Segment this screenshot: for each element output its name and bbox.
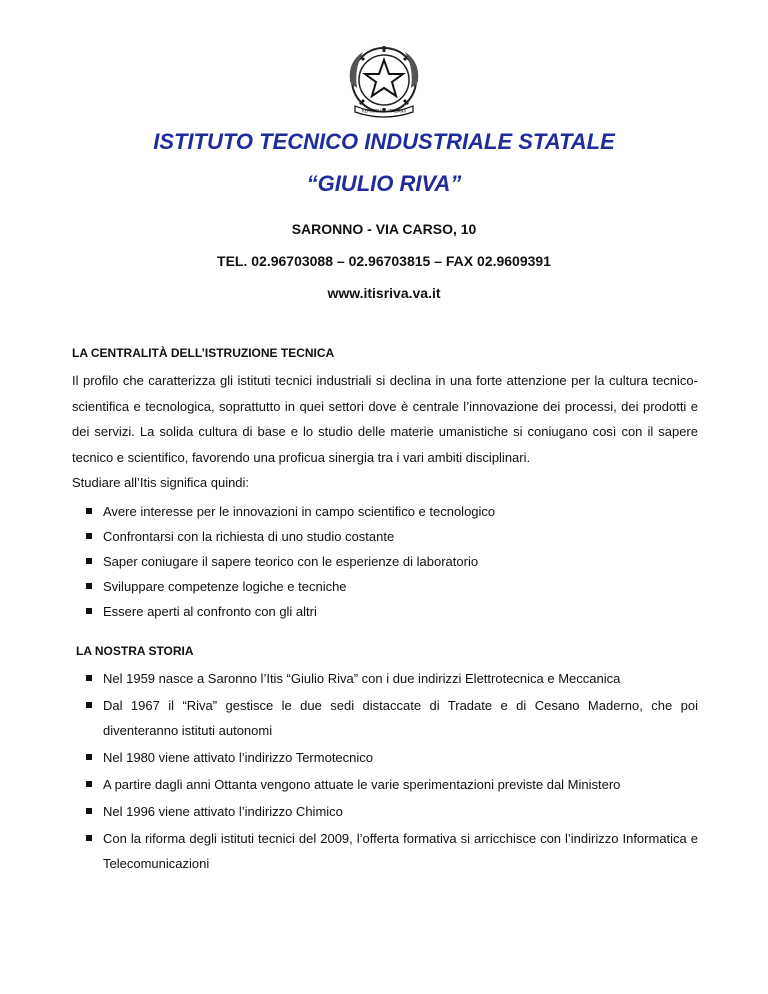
list-item: Sviluppare competenze logiche e tecniche [72, 574, 698, 599]
bullet-square-icon [86, 675, 92, 681]
bullet-square-icon [86, 583, 92, 589]
studiare-list [72, 499, 698, 624]
bullet-square-icon [86, 508, 92, 514]
bullet-square-icon [86, 754, 92, 760]
section-title-centralita: LA CENTRALITÀ DELL’ISTRUZIONE TECNICA [72, 346, 335, 360]
svg-text:REPUBBLICA ITALIANA: REPUBBLICA ITALIANA [361, 108, 407, 114]
list-item: Con la riforma degli istituti tecnici del 2009, l’offerta formativa si arricchisce con l’indirizzo Informatica e Telecomunicazioni [72, 826, 698, 876]
bullet-square-icon [86, 702, 92, 708]
bullet-square-icon [86, 835, 92, 841]
list-item: Avere interesse per le innovazioni in campo scientifico e tecnologico [72, 499, 698, 524]
list-item: Nel 1980 viene attivato l’indirizzo Termotecnico [72, 745, 698, 770]
list-lead-text: Studiare all’Itis significa quindi: [72, 475, 250, 490]
bullet-square-icon [86, 608, 92, 614]
school-header [0, 128, 768, 302]
bullet-square-icon [86, 533, 92, 539]
bullet-square-icon [86, 558, 92, 564]
bullet-square-icon [86, 808, 92, 814]
italian-republic-emblem-icon [339, 40, 429, 122]
list-item: A partire dagli anni Ottanta vengono attuate le varie sperimentazioni previste dal Ministero [72, 772, 698, 797]
list-item: Confrontarsi con la richiesta di uno studio costante [72, 524, 698, 549]
list-item: Nel 1996 viene attivato l’indirizzo Chimico [72, 799, 698, 824]
list-item: Essere aperti al confronto con gli altri [72, 599, 698, 624]
list-item: Nel 1959 nasce a Saronno l’Itis “Giulio Riva” con i due indirizzi Elettrotecnica e Meccanica [72, 666, 698, 691]
list-item: Saper coniugare il sapere teorico con le esperienze di laboratorio [72, 549, 698, 574]
section-title-storia: LA NOSTRA STORIA [76, 644, 194, 658]
school-website-link[interactable]: www.itisriva.va.it [327, 285, 441, 301]
document-body [72, 344, 698, 878]
school-name: ISTITUTO TECNICO INDUSTRIALE STATALE [153, 129, 615, 154]
bullet-square-icon [86, 781, 92, 787]
school-address: SARONNO - VIA CARSO, 10 [291, 221, 477, 237]
intro-paragraph: Il profilo che caratterizza gli istituti tecnici industriali si declina in una forte attenzione per la cultura tecnico-scientifica e tecnologica, soprattutto in quei settori dove è centrale l’innovazione dei processi, dei prodotti e dei servizi. La solida cultura di base e lo studio delle materie umanistiche si coniugano così con il sapere tecnico e scientifico, favorendo una proficua sinergia tra i vari ambiti disciplinari. [72, 373, 698, 465]
school-dedication: “GIULIO RIVA” [306, 171, 462, 196]
school-phone: TEL. 02.96703088 – 02.96703815 – FAX 02.9609391 [217, 253, 551, 269]
list-item: Dal 1967 il “Riva” gestisce le due sedi distaccate di Tradate e di Cesano Maderno, che poi diventeranno istituti autonomi [72, 693, 698, 743]
storia-list [72, 666, 698, 876]
